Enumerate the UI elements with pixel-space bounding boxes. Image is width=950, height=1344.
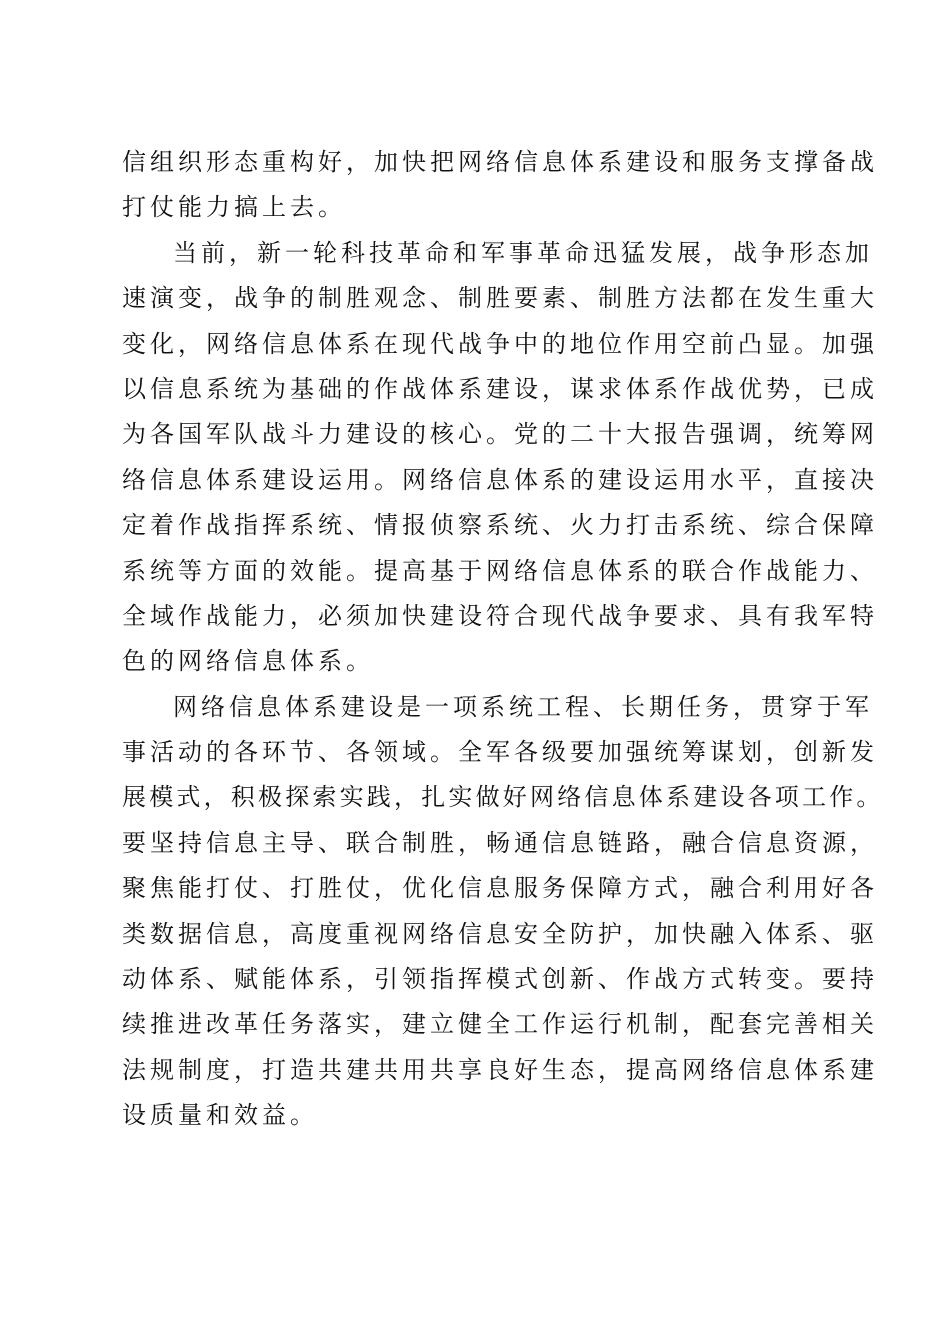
text-line: 要坚持信息主导、联合制胜，畅通信息链路，融合信息资源， (122, 828, 878, 857)
text-line: 续推进改革任务落实，建立健全工作运行机制，配套完善相关 (122, 1010, 878, 1039)
text-line: 变化，网络信息体系在现代战争中的地位作用空前凸显。加强 (122, 329, 878, 358)
text-line: 动体系、赋能体系，引领指挥模式创新、作战方式转变。要持 (122, 965, 878, 994)
text-line: 以信息系统为基础的作战体系建设，谋求体系作战优势，已成 (122, 374, 878, 403)
text-line: 设质量和效益。 (122, 1101, 318, 1130)
text-line: 信组织形态重构好，加快把网络信息体系建设和服务支撑备战 (122, 148, 878, 176)
text-line: 色的网络信息体系。 (122, 647, 374, 676)
text-line: 打仗能力搞上去。 (122, 193, 346, 222)
text-line: 类数据信息，高度重视网络信息安全防护，加快融入体系、驱 (122, 919, 878, 948)
document-body (122, 140, 884, 1139)
text-line: 为各国军队战斗力建设的核心。党的二十大报告强调，统筹网 (122, 420, 878, 449)
text-line: 速演变，战争的制胜观念、制胜要素、制胜方法都在发生重大 (122, 284, 878, 313)
paragraph-first-line: 当前，新一轮科技革命和军事革命迅猛发展，战争形态加 (173, 238, 873, 267)
text-line: 展模式，积极探索实践，扎实做好网络信息体系建设各项工作。 (122, 783, 884, 812)
text-line: 全域作战能力，必须加快建设符合现代战争要求、具有我军特 (122, 601, 878, 630)
paragraph-first-line: 网络信息体系建设是一项系统工程、长期任务，贯穿于军 (173, 692, 873, 721)
text-line: 络信息体系建设运用。网络信息体系的建设运用水平，直接决 (122, 465, 878, 494)
text-line: 法规制度，打造共建共用共享良好生态，提高网络信息体系建 (122, 1055, 878, 1084)
text-line: 聚焦能打仗、打胜仗，优化信息服务保障方式，融合利用好各 (122, 874, 878, 903)
text-line: 系统等方面的效能。提高基于网络信息体系的联合作战能力、 (122, 556, 878, 585)
text-line: 定着作战指挥系统、情报侦察系统、火力打击系统、综合保障 (122, 511, 878, 540)
text-line: 事活动的各环节、各领域。全军各级要加强统筹谋划，创新发 (122, 738, 878, 767)
